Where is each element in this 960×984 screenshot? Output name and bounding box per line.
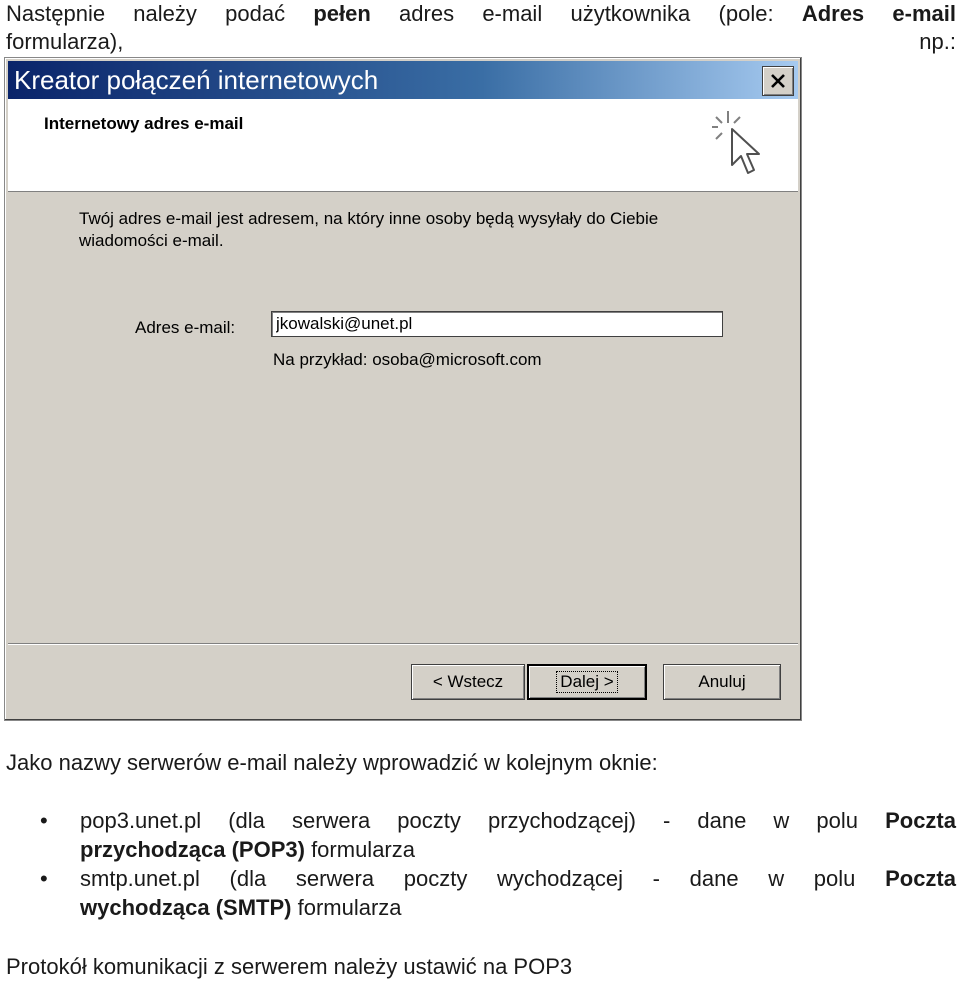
email-field-label: Adres e-mail: <box>135 318 236 337</box>
list-item-field-name: wychodząca (SMTP) <box>80 895 292 920</box>
list-item-bold: Poczta <box>885 808 956 833</box>
step-description: Twój adres e-mail jest adresem, na który inne osoby będą wysyłały do Ciebie wiadomości e-mail. <box>79 209 659 250</box>
step-title: Internetowy adres e-mail <box>44 114 244 133</box>
list-item-tail: formularza <box>304 837 415 862</box>
close-button[interactable] <box>762 66 794 96</box>
intro-line-2 <box>6 28 956 56</box>
close-icon <box>770 74 786 88</box>
list-item <box>0 806 956 864</box>
button-separator <box>8 643 798 645</box>
list-item-text: pop3.unet.pl (dla serwera poczty przychodzącej) - dane w polu <box>80 808 886 833</box>
servers-intro: Jako nazwy serwerów e-mail należy wprowadzić w kolejnym oknie: <box>6 750 658 775</box>
list-item-tail: formularza <box>291 895 402 920</box>
intro-bold-full: pełen <box>313 1 371 26</box>
wizard-cursor-icon <box>710 107 780 187</box>
cancel-button[interactable]: Anuluj <box>663 664 781 700</box>
list-item-bold: Poczta <box>885 866 956 891</box>
wizard-header <box>8 99 798 192</box>
list-item-field-name: przychodząca (POP3) <box>80 837 305 862</box>
bullet: • <box>40 866 48 891</box>
intro-text-3: formularza), <box>6 29 124 54</box>
title-bar[interactable] <box>8 61 798 99</box>
next-button[interactable] <box>527 664 647 700</box>
email-field[interactable] <box>271 311 723 337</box>
list-item-line <box>80 864 956 893</box>
bullet: • <box>40 808 48 833</box>
wizard-dialog <box>4 57 802 721</box>
intro-text-2: adres e-mail użytkownika (pole: <box>370 1 802 26</box>
intro-example-marker: np.: <box>919 29 956 54</box>
intro-bold-field: Adres e-mail <box>801 1 956 26</box>
list-item-text: smtp.unet.pl (dla serwera poczty wychodzącej - dane w polu <box>80 866 886 891</box>
protocol-note: Protokół komunikacji z serwerem należy ustawić na POP3 <box>6 954 573 979</box>
list-item <box>0 864 956 922</box>
back-button[interactable]: < Wstecz <box>411 664 525 700</box>
intro-line-1 <box>6 0 956 28</box>
email-example: Na przykład: osoba@microsoft.com <box>273 350 542 369</box>
window-title: Kreator połączeń internetowych <box>14 65 379 95</box>
next-button-label: Dalej > <box>557 672 616 692</box>
server-list <box>0 806 956 922</box>
intro-text: Następnie należy podać <box>6 1 314 26</box>
list-item-line <box>80 806 956 835</box>
